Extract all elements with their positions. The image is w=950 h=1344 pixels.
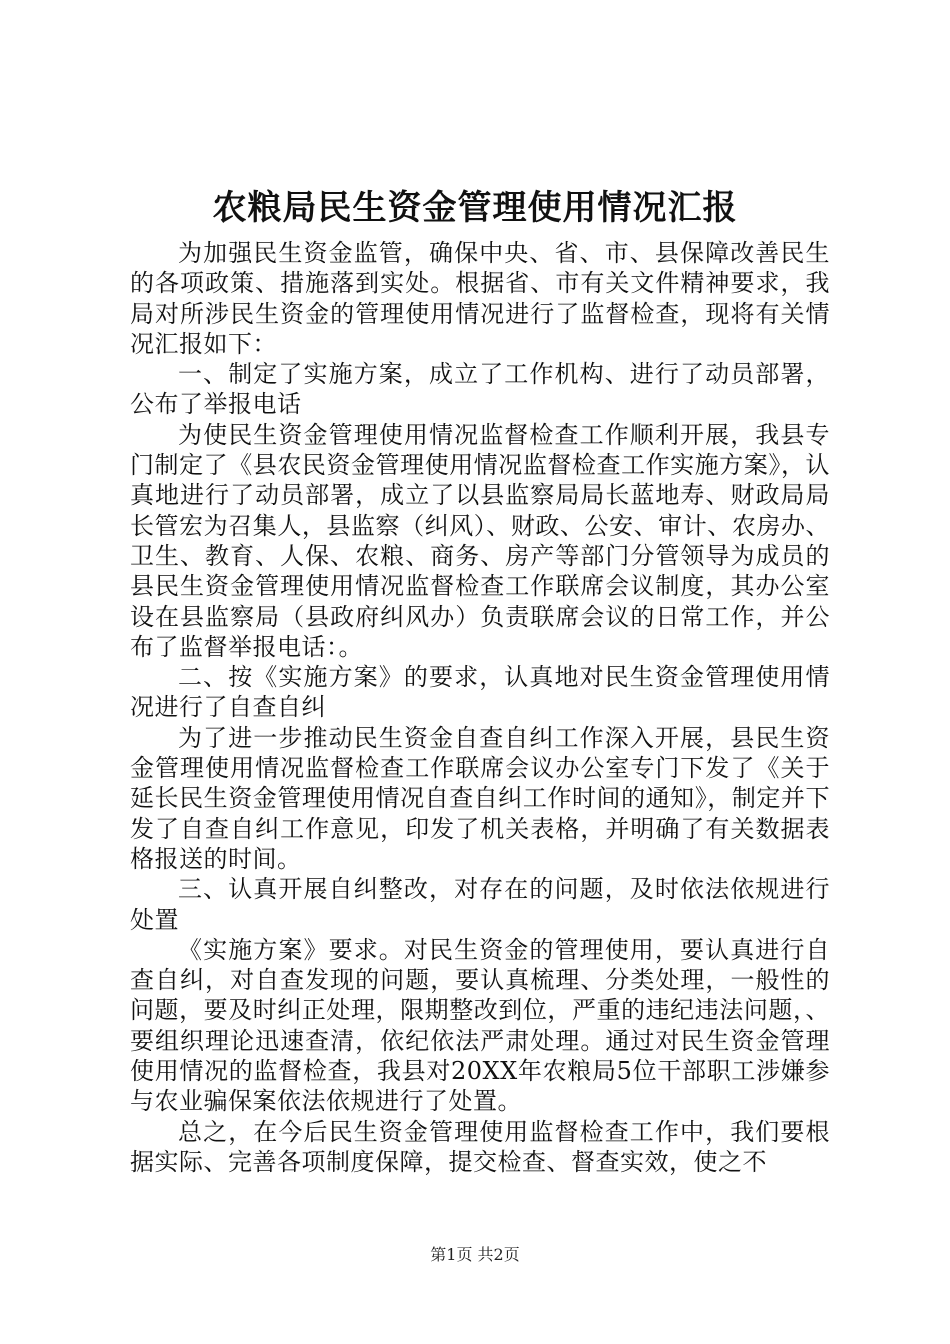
paragraph-intro: 为加强民生资金监管，确保中央、省、市、县保障改善民生的各项政策、措施落到实处。根据省、市有关文件精神要求，我局对所涉民生资金的管理使用情况进行了监督检查，现将有关情况汇报如下： — [130, 239, 830, 358]
document-title: 农粮局民生资金管理使用情况汇报 — [212, 188, 738, 228]
document-body — [130, 238, 830, 1177]
section-heading-3: 三、认真开展自纠整改，对存在的问题，及时依法依规进行处置 — [130, 875, 830, 934]
paragraph-section-1: 为使民生资金管理使用情况监督检查工作顺利开展，我县专门制定了《县农民资金管理使用情况监督检查工作实施方案》，认真地进行了动员部署，成立了以县监察局局长蓝地寿、财政局局长管宏为召集人，县监察（纠风）、财政、公安、审计、农房办、卫生、教育、人保、农粮、商务、房产等部门分管领导为成员的县民生资金管理使用情况监督检查工作联席会议制度，其办公室设在县监察局（县政府纠风办）负责联席会议的日常工作，并公布了监督举报电话：。 — [130, 420, 830, 661]
paragraph-section-2: 为了进一步推动民生资金自查自纠工作深入开展，县民生资金管理使用情况监督检查工作联席会议办公室专门下发了《关于延长民生资金管理使用情况自查自纠工作时间的通知》，制定并下发了自查自纠工作意见，印发了机关表格，并明确了有关数据表格报送的时间。 — [130, 723, 830, 873]
paragraph-section-3: 《实施方案》要求。对民生资金的管理使用，要认真进行自查自纠，对自查发现的问题，要认真梳理、分类处理，一般性的问题，要及时纠正处理，限期整改到位，严重的违纪违法问题，、要组织理论迅速查清，依纪依法严肃处理。通过对民生资金管理使用情况的监督检查，我县对20XX年农粮局5位干部职工涉嫌参与农业骗保案依法依规进行了处置。 — [130, 935, 830, 1116]
section-heading-2: 二、按《实施方案》的要求，认真地对民生资金管理使用情况进行了自查自纠 — [130, 663, 830, 722]
section-heading-1: 一、制定了实施方案，成立了工作机构、进行了动员部署，公布了举报电话 — [130, 360, 830, 419]
page-number-footer: 第1页 共2页 — [430, 1245, 520, 1264]
paragraph-conclusion: 总之，在今后民生资金管理使用监督检查工作中，我们要根据实际、完善各项制度保障，提交检查、督查实效，使之不 — [130, 1117, 830, 1176]
